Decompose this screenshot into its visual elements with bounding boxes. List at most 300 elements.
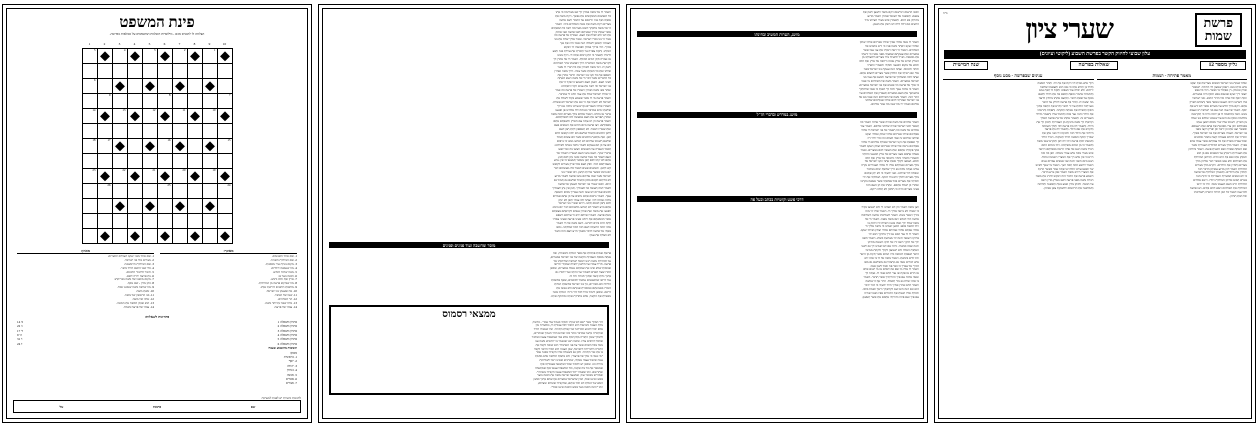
crossword-cell[interactable] bbox=[97, 64, 112, 79]
text-line: אלי וגם ראיתי את הלחץ אשר מצרים לחצים אתם. bbox=[859, 72, 919, 76]
text-line: והאמרי והפרזי והחוי והיבוסי אל ארץ זבת חלב bbox=[865, 156, 919, 160]
crossword-cell[interactable] bbox=[112, 214, 127, 229]
crossword-cell[interactable] bbox=[202, 109, 217, 124]
text-line: לך ואספת את זקני ישראל ואמרת אליהם ה' אלהי bbox=[861, 140, 919, 144]
crossword-cell-number: 5 bbox=[93, 48, 96, 53]
crossword-cell-number: 18 bbox=[92, 138, 96, 143]
text-line: ונערתיה הלכת על יד היאר ותרא את התבה בתוך bbox=[1036, 105, 1094, 109]
crossword-cell[interactable] bbox=[112, 169, 127, 184]
crossword-cell[interactable] bbox=[82, 229, 97, 244]
year-label: שנה חמישית bbox=[944, 61, 988, 71]
text-line: 3. שם המילדת הראשונה. bbox=[123, 262, 154, 266]
crossword-block bbox=[217, 49, 232, 64]
text-line: 7. ארץ זבת חלב ודבש. bbox=[270, 278, 297, 282]
text-line: ויעבדני ותמאן לשלחו הנה אנכי הרג את בנך bbox=[559, 42, 611, 46]
crossword-cell[interactable] bbox=[217, 64, 232, 79]
text-line: כל האנשים המבקשים את נפשך. ויקח משה את bbox=[555, 14, 611, 18]
crossword-cell[interactable] bbox=[97, 184, 112, 199]
text-line: אדני למה הרעתה לעם הזה למה שלחתני. ומאז bbox=[555, 225, 611, 229]
text-line: ותאמר כי מן המים משיתהו. ויהי בימים ההם bbox=[1041, 144, 1094, 148]
crossword-cell[interactable] bbox=[172, 94, 187, 109]
text-line: וזהו "והנה הסנה בער באש והסנה איננו אכל". bbox=[550, 385, 603, 389]
crossword-cell-number: 2 bbox=[183, 48, 186, 53]
text-line: מה יעשה לו. ותרד בת פרעה לרחץ על היאר bbox=[1042, 101, 1094, 105]
contact-footer[interactable] bbox=[13, 400, 301, 413]
text-line: וילך איש מבית לוי ויקח את בת לוי. ותהר האשה bbox=[1037, 81, 1094, 85]
text-line: מעבדתכם דבר. ויפץ העם בכל ארץ מצרים לקשש bbox=[552, 163, 611, 167]
crossword-cell[interactable] bbox=[82, 94, 97, 109]
text-line: ישראל לא ידעתי את ה' וגם את ישראל לא אשלח. bbox=[552, 100, 611, 104]
crossword-cell[interactable] bbox=[112, 64, 127, 79]
text-line: שהתורה ניתנה במדבר ובהר סיני שהוא ההר הנמוך שבהרים, bbox=[533, 332, 603, 336]
text-line: עם פיך ועם פיהו והוריתי אתכם את אשר תעשון. bbox=[861, 295, 919, 299]
crossword-cell[interactable] bbox=[127, 79, 142, 94]
crossword-cell[interactable] bbox=[217, 139, 232, 154]
crossword-block bbox=[97, 229, 112, 244]
crossword-cell[interactable] bbox=[97, 79, 112, 94]
crossword-cell[interactable] bbox=[217, 184, 232, 199]
text-line: הארץ ההיא אל ארץ טובה ורחבה אל ארץ זבת חלב bbox=[859, 60, 919, 64]
crossword-cell[interactable] bbox=[97, 154, 112, 169]
crossword-cell[interactable] bbox=[112, 229, 127, 244]
crossword-row bbox=[82, 64, 232, 79]
crossword-cell-number: 13 bbox=[122, 108, 126, 113]
crossword-cell[interactable] bbox=[157, 139, 172, 154]
crossword-cell[interactable] bbox=[142, 154, 157, 169]
crossword-cell[interactable] bbox=[142, 169, 157, 184]
text-line: וישק לו. ויגד משה לאהרן את כל דברי ה' אשר bbox=[557, 65, 611, 69]
crossword-cell-number: 26 bbox=[107, 183, 111, 188]
text-line: עלינו ועתה נלכה נא דרך שלשת ימים במדבר bbox=[866, 168, 919, 172]
crossword-cell[interactable] bbox=[202, 214, 217, 229]
text-line: 6. הסנה בער בו. bbox=[277, 274, 297, 278]
text-line: המיתו. ותקח צפרה צר ותכרת את ערלת בנה ותגע bbox=[552, 50, 611, 54]
text-line: היליכי את הילד הזה והינקהו לי ואני אתן את bbox=[1042, 132, 1094, 136]
text-line: למדו שעל האדם לשמור על זהותו ועל ייחודו גם bbox=[555, 271, 611, 275]
text-line: 10. אשת משה. bbox=[135, 290, 154, 294]
p2-sections bbox=[631, 31, 923, 302]
crossword-cell[interactable] bbox=[202, 94, 217, 109]
text-line: וישמע פרעה את הדבר הזה ויבקש להרג את משה bbox=[1035, 175, 1094, 179]
contact-field[interactable]: טל' bbox=[58, 404, 64, 409]
text-line: בהוציאך את העם ממצרים תעבדון את האלהים על bbox=[859, 91, 919, 95]
crossword-cell[interactable] bbox=[172, 169, 187, 184]
crossword-cell[interactable] bbox=[142, 214, 157, 229]
p3-body-text bbox=[323, 9, 615, 240]
text-line: לא הצלת את עמך. bbox=[588, 233, 611, 237]
text-line: 1. שם אחד השבטים. bbox=[271, 255, 297, 258]
crossword-block bbox=[157, 49, 172, 64]
solution-label: פתרון משאלה 2 bbox=[277, 324, 297, 329]
crossword-cell[interactable] bbox=[97, 124, 112, 139]
crossword-cell[interactable] bbox=[157, 79, 172, 94]
text-line: פקד פקדתי אתכם ואת העשוי לכם במצרים. ואמר bbox=[860, 148, 919, 152]
text-line: בתוך גלות קשה ובתוך חברה זרה לו. bbox=[568, 275, 611, 279]
crossword-cell[interactable] bbox=[82, 199, 97, 214]
text-line: שהכל דורסים עליו. ומשה רבנו שנאמר בו "והאיש משה ענו bbox=[535, 339, 603, 343]
text-line: הסוף ותשלח את אמתה ותקחה. ותפתח ותראהו bbox=[1037, 108, 1094, 112]
text-line: למילדת ויאמר להן מדוע עשיתן הדבר הזה bbox=[1197, 167, 1247, 171]
text-line: ואלהי יעקב ויסתר משה פניו כי ירא מהביט אל bbox=[865, 44, 919, 48]
crossword-cell[interactable] bbox=[112, 109, 127, 124]
crossword-cell-number: 3 bbox=[153, 48, 156, 53]
crossword-cell[interactable] bbox=[172, 49, 187, 64]
text-line: לתת חרב בידם להרגנו. וישב משה אל ה' ויאמר bbox=[556, 221, 611, 225]
text-line: ענוה וביטול עצמי אמיתי, שהרגיש שאינו ראוי לשליחות bbox=[539, 359, 603, 363]
crossword-cell[interactable] bbox=[217, 199, 232, 214]
crossword-block bbox=[217, 109, 232, 124]
text-line: והמתן אתו ואם בת היא וחיה. ותיראן המילדת bbox=[1193, 155, 1247, 159]
text-line: אליכם ואמרו לי מה שמו מה אמר אליהם. bbox=[870, 103, 919, 107]
solution-value: ב' 14 bbox=[17, 319, 24, 324]
crossword-cell[interactable] bbox=[157, 184, 172, 199]
text-line: שלחו ואת כל האתת אשר צוהו. וילך משה ואהרן bbox=[554, 69, 611, 73]
puzzle-title: פינת המשפט bbox=[119, 15, 195, 31]
crossword-cell[interactable] bbox=[157, 154, 172, 169]
crossword-cell[interactable] bbox=[127, 139, 142, 154]
crossword-column-number: 2 bbox=[97, 40, 112, 49]
text-line: אלהי אבתם אלהי אברהם אלהי יצחק ואלהי יעקב. bbox=[860, 229, 919, 233]
crossword-cell[interactable] bbox=[82, 79, 97, 94]
crossword-cell[interactable] bbox=[82, 169, 97, 184]
text-line: מלך מצרים ואמרתם אליו ה' אלהי העבריים נקרה bbox=[861, 164, 919, 168]
crossword-cell[interactable] bbox=[142, 184, 157, 199]
crossword-cell-number: 6 bbox=[93, 78, 96, 83]
cover-column-2 bbox=[943, 73, 1094, 199]
crossword-cell[interactable] bbox=[82, 154, 97, 169]
text-line: ודבש. ושמעו לקלך ובאת אתה וזקני ישראל אל bbox=[864, 160, 919, 164]
crossword-cell[interactable] bbox=[112, 94, 127, 109]
crossword-cell[interactable] bbox=[82, 184, 97, 199]
crossword-cell[interactable] bbox=[142, 109, 157, 124]
crossword-cell[interactable] bbox=[202, 49, 217, 64]
solution-value: ה' 9 bbox=[17, 332, 22, 337]
crossword-row bbox=[82, 154, 232, 169]
text-line: ואנכי אהיה עם פיך והוריתיך אשר תדבר. ויאמר bbox=[863, 276, 919, 280]
crossword-cell[interactable] bbox=[157, 64, 172, 79]
text-line: ויאספו את כל זקני בני ישראל. וידבר אהרן את bbox=[557, 73, 611, 77]
crossword-cell[interactable] bbox=[142, 124, 157, 139]
crossword-cell[interactable] bbox=[127, 199, 142, 214]
crossword-cell[interactable] bbox=[172, 229, 187, 244]
text-line: אמר ה' בני בכרי ישראל. ואמר אליך שלח את בני bbox=[554, 38, 611, 42]
text-line: בני ישראל וכי ראה את ענים ויקדו וישתחוו. bbox=[560, 85, 611, 89]
crossword-block bbox=[97, 49, 112, 64]
text-line: מסבלתם. ויצו פרעה ביום ההוא את הנגשים בעם bbox=[554, 124, 611, 128]
crossword-cell[interactable] bbox=[172, 154, 187, 169]
text-line: בני ישראל. ויעבדו מצרים את בני ישראל בפרך. bbox=[1192, 132, 1247, 136]
crossword-cell[interactable] bbox=[187, 199, 202, 214]
text-line: היום. ויבאו שטרי בני ישראל ויצעקו אל פרעה bbox=[558, 182, 611, 186]
text-line: כל הדברים אשר דבר ה' אל משה ויעש האתת bbox=[557, 77, 611, 81]
clues-down-heading: מאונך: bbox=[160, 249, 297, 254]
text-line: וכל הבת תחיון. bbox=[1229, 194, 1247, 198]
crossword-cell[interactable] bbox=[202, 124, 217, 139]
crossword-cell[interactable] bbox=[217, 124, 232, 139]
text-line: 4. כלי שבו הושם הילד ביאר. bbox=[120, 266, 154, 270]
crossword-cell[interactable] bbox=[187, 124, 202, 139]
text-line: ויאמר פרעה הן רב עתה עם הארץ והשבתם אתם bbox=[553, 120, 611, 124]
text-line: מדת הענוה והביטול היא היסוד לכל עבודת ה', ובלעדיה אין bbox=[535, 324, 603, 328]
text-line: 8. כהן מדין - שם נוסף. bbox=[127, 282, 154, 286]
crossword-cell[interactable] bbox=[142, 94, 157, 109]
crossword-cell[interactable] bbox=[157, 214, 172, 229]
text-line: אבתיכם אלהי אברהם אלהי יצחק ואלהי יעקב bbox=[865, 133, 919, 137]
text-line: ותחיין את הילדים. ותאמרן המילדת אל פרעה bbox=[1193, 171, 1247, 175]
page-three bbox=[318, 4, 620, 423]
crossword-cell[interactable] bbox=[82, 214, 97, 229]
text-line: או חרש או פקח או עור הלא אנכי ה'. ועתה לך bbox=[865, 272, 919, 276]
text-line: ויאמר ה' אל משה במדין לך שב מצרימה כי מתו bbox=[555, 11, 611, 14]
text-line: לקראת משה המדברה וילך ויפגשהו בהר האלהים bbox=[553, 61, 611, 65]
crossword-cell[interactable] bbox=[82, 139, 97, 154]
solution-label: פתרון משאלה 6 bbox=[277, 341, 297, 346]
text-line: ויען משה ויאמר והן לא יאמינו לי ולא ישמעו בקלי bbox=[861, 205, 919, 209]
text-line: עמך. ויאמר נרפים אתם נרפים על כן אתם אמרים bbox=[552, 194, 611, 198]
text-line: "מי אנכי כי אלך אל פרעה", ולא מחמת חולשה אלא מחמת bbox=[534, 355, 603, 359]
text-line: ובכל עבדה בשדה את כל עבדתם אשר עבדו בהם bbox=[1189, 140, 1247, 144]
crossword-cell[interactable] bbox=[127, 94, 142, 109]
crossword-cell[interactable] bbox=[217, 214, 232, 229]
text-line: לא כליתם חקכם בלבן כתמול שלשם גם תמול גם bbox=[553, 178, 611, 182]
text-line: העברים זה. ותאמר אחתו אל בת פרעה האלך bbox=[1040, 116, 1094, 120]
crossword-cell[interactable] bbox=[142, 229, 157, 244]
crossword-block bbox=[112, 139, 127, 154]
crossword-cell[interactable] bbox=[142, 64, 157, 79]
crossword-block bbox=[187, 229, 202, 244]
text-line: נפתח מסכת העבדות הקשה של בני ישראל במצרים, bbox=[550, 255, 611, 259]
text-line: שמאבד את כל מה שקנה, וכל המשפיל עצמו סוף שמתעלה bbox=[535, 366, 603, 370]
page-puzzle bbox=[2, 4, 312, 423]
crossword-cell[interactable] bbox=[157, 94, 172, 109]
footer-note: לתגובות והערות יש לפנות למערכת bbox=[261, 396, 301, 400]
text-line: בסבלתם ויבן ערי מסכנות את פתם ואת רעמסס. bbox=[1190, 124, 1247, 128]
text-line: עד לבחירת משה רבנו לגואל ישראל ושליחותו אל bbox=[553, 259, 611, 263]
previous-answer-clue: 5. מנשה bbox=[286, 372, 297, 377]
crossword-row bbox=[82, 79, 232, 94]
text-line: ואלה שמות בני ישראל הבאים מצרימה את יעקב bbox=[1190, 81, 1247, 85]
crossword-block bbox=[157, 229, 172, 244]
text-line: שם האחת שפרה ושם השנית פועה. ויאמר בילדכן bbox=[1188, 148, 1247, 151]
text-line: שלחני אליכם זה שמי לעלם וזה זכרי לדר דר. bbox=[866, 137, 919, 141]
crossword-cell-number: 19 bbox=[212, 168, 216, 173]
crossword-cell[interactable] bbox=[202, 169, 217, 184]
crossword-cell[interactable] bbox=[202, 154, 217, 169]
text-line: 13. הוא שנתן למשה את המטה. bbox=[116, 301, 154, 305]
text-line: תאמר לבני ישראל אהיה שלחני אליכם. ויאמר עוד bbox=[860, 125, 919, 129]
crossword-cell[interactable] bbox=[172, 214, 187, 229]
text-line: המילדת את האלהים ויעש להם בתים. ויצו פרעה bbox=[1189, 187, 1247, 191]
crossword-block bbox=[112, 199, 127, 214]
crossword-cell[interactable] bbox=[142, 49, 157, 64]
text-line: את הילד והנה נער בכה ותחמל עליו ותאמר מילדי bbox=[1035, 112, 1094, 116]
crossword-grid[interactable] bbox=[82, 40, 233, 244]
crossword-cell[interactable] bbox=[112, 154, 127, 169]
crossword-cell[interactable] bbox=[127, 64, 142, 79]
cover-column-body bbox=[1097, 82, 1248, 199]
text-line: 12. הר האלהים. bbox=[277, 297, 297, 301]
crossword-block bbox=[187, 169, 202, 184]
text-line: איש וביתו באו. ראובן שמעון לוי ויהודה. יששכר bbox=[1191, 85, 1247, 89]
crossword-block bbox=[112, 79, 127, 94]
crossword-cell[interactable] bbox=[82, 64, 97, 79]
crossword-grid-wrap bbox=[7, 40, 307, 244]
text-line: אשתו ואת בניו וירכבם על החמר וישב ארצה bbox=[559, 18, 611, 22]
crossword-cell[interactable] bbox=[127, 124, 142, 139]
crossword-row bbox=[82, 214, 232, 229]
crossword-cell[interactable] bbox=[187, 184, 202, 199]
crossword-cell[interactable] bbox=[172, 64, 187, 79]
text-line: תבן. ואת מתכנת הלבנים אשר הם עשים תמול bbox=[556, 136, 611, 139]
crossword-block bbox=[202, 79, 217, 94]
crossword-cell[interactable] bbox=[97, 139, 112, 154]
puzzle-subtitle: הצלחה לו להכניס מכם - מילואיות השלמת המשפטים על טבלאות בפרשה. bbox=[109, 32, 205, 36]
crossword-cell[interactable] bbox=[187, 64, 202, 79]
text-line: 8. מה שביקש פרעה מן המילדות. bbox=[258, 282, 297, 286]
crossword-cell-number: 22 bbox=[122, 168, 126, 173]
crossword-cell[interactable] bbox=[202, 64, 217, 79]
corner-mark: ב"ה bbox=[943, 11, 948, 15]
crossword-cell[interactable] bbox=[172, 109, 187, 124]
crossword-cell[interactable] bbox=[157, 199, 172, 214]
crossword-cell[interactable] bbox=[127, 214, 142, 229]
p3-section-heading: מוסר ומחשבה ועוד פנינים ופנינים bbox=[329, 242, 609, 248]
text-line: לעיני העם. ויאמן העם וישמעו כי פקד ה' את bbox=[559, 81, 611, 85]
crossword-cell[interactable] bbox=[112, 124, 127, 139]
crossword-cell[interactable] bbox=[82, 124, 97, 139]
cover-column-heading: מאמר פתיחה - ושמות bbox=[1097, 73, 1248, 80]
text-line: לרגליו ותאמר כי חתן דמים אתה לי. וירף ממנו bbox=[557, 53, 611, 57]
text-line: ויאמר ה' אליו מי שם פה לאדם או מי ישום אלם bbox=[863, 268, 919, 272]
text-line: את המצרי ויירא משה ויאמר אכן נודע הדבר. bbox=[1041, 171, 1094, 175]
crossword-cell[interactable] bbox=[82, 109, 97, 124]
text-line: התורה ולהורידה לישראל, שכן הענוה היא הכלי הראוי לקבל bbox=[534, 347, 603, 351]
clues-area bbox=[17, 249, 297, 310]
crossword-cell[interactable] bbox=[187, 79, 202, 94]
crossword-cell[interactable] bbox=[97, 214, 112, 229]
crossword-cell-number: 17 bbox=[107, 138, 111, 143]
solution-label: פתרון משאלה 3 bbox=[277, 328, 297, 333]
text-line: בדברי שקר. ויצאו נגשי העם ושטריו ויאמרו אל bbox=[556, 151, 611, 155]
crossword-block bbox=[142, 139, 157, 154]
crossword-row bbox=[82, 229, 232, 244]
crossword-cell[interactable] bbox=[172, 124, 187, 139]
text-line: ולבנים אמרים לנו עשו והנה עבדיך מכים וחטאת bbox=[554, 190, 611, 194]
crossword-block bbox=[217, 169, 232, 184]
text-line: מלחמה ונוסף גם הוא על שנאינו ונלחם בנו ועלה bbox=[1190, 116, 1247, 120]
crossword-cell[interactable] bbox=[157, 124, 172, 139]
crossword-cell[interactable] bbox=[112, 184, 127, 199]
text-line: אעלה אתכם מעני מצרים אל ארץ הכנעני והחתי bbox=[862, 152, 919, 156]
crossword-cell[interactable] bbox=[127, 184, 142, 199]
text-line: פרעה. חז"ל עמדו על הלשון "ואלה שמות" ודרשו bbox=[553, 263, 611, 267]
crossword-cell[interactable] bbox=[202, 229, 217, 244]
crossword-block bbox=[172, 199, 187, 214]
text-line: את לבו ולא ישלח את העם. ואמרת אל פרעה כה bbox=[554, 34, 611, 38]
crossword-cell-number: 25 bbox=[167, 183, 171, 188]
crossword-cell[interactable] bbox=[217, 79, 232, 94]
crossword-row bbox=[82, 139, 232, 154]
text-line: האתות האלה ולא ישמעון לקלך ולקחת ממימי bbox=[865, 248, 919, 252]
p2-intro-text bbox=[631, 9, 923, 29]
text-line: ותבאהו לבת פרעה ויהי לה לבן ותקרא שמו משה bbox=[1036, 140, 1094, 144]
text-line: ויהי למטה בכפו. למען יאמינו כי נראה אליך ה' bbox=[865, 225, 919, 229]
text-line: ומתרומם. וזהו שאמרו "כל המשפיל עצמו הקב"ה מגביהו". bbox=[536, 370, 603, 374]
contact-field[interactable]: כתובת bbox=[152, 404, 162, 409]
text-line: למילדת וירב העם ויעצמו מאד. ויהי כי יראו bbox=[1196, 183, 1247, 187]
text-line: איש מצרי מכה איש עברי מאחיו. ויפן כה וכה bbox=[1041, 151, 1094, 155]
text-line: בני ישראל ואמרתי להם אלהי אבותיכם שלחני bbox=[865, 99, 919, 103]
crossword-cell-number: 24 bbox=[227, 183, 231, 188]
text-line: מלך מצרים להלך ולא ביד חזקה. ושלחתי את ידי bbox=[862, 176, 919, 180]
text-line: באתי אל פרעה לדבר בשמך הרע לעם הזה והצל bbox=[554, 229, 611, 233]
crossword-cell[interactable] bbox=[127, 154, 142, 169]
crossword-cell[interactable] bbox=[112, 49, 127, 64]
text-line: את מכאביו. וארד להצילו מיד מצרים ולהעלתו מן bbox=[861, 56, 919, 60]
clues-down bbox=[160, 249, 297, 310]
crossword-cell[interactable] bbox=[97, 199, 112, 214]
text-line: בדבר או בחרב. ויאמר אלהם מלך מצרים למה משה bbox=[551, 112, 611, 116]
text-line: ואת שטריו לאמר. לא תאספון לתת תבן לעם bbox=[559, 128, 611, 132]
crossword-cell-number: 8 bbox=[168, 93, 171, 98]
crossword-cell[interactable] bbox=[187, 154, 202, 169]
text-line: האלהים. ויאמר ה' ראה ראיתי את עני עמי אשר bbox=[863, 48, 919, 52]
crossword-cell[interactable] bbox=[82, 49, 97, 64]
text-line: ויאמר אלהים אל משה אהיה אשר אהיה ויאמר כה bbox=[860, 121, 919, 125]
text-line: 6. בת פרעה ירדה לשם. bbox=[126, 274, 154, 278]
crossword-cell[interactable] bbox=[187, 214, 202, 229]
crossword-row bbox=[82, 109, 232, 124]
text-line: ללבן הלבנים כתמול שלשם הם ילכו וקששו להם bbox=[554, 132, 611, 136]
text-line: והנה שבה כבשרו. והיה אם לא יאמינו לך גם לשני bbox=[861, 244, 919, 248]
solution-value: ז' 24 bbox=[17, 341, 23, 346]
crossword-cell[interactable] bbox=[217, 94, 232, 109]
solution-label: פתרון משאלה 5 bbox=[277, 337, 297, 342]
crossword-cell-number: 11 bbox=[182, 108, 186, 113]
text-line: מהרתן בא היום. ותאמרן איש מצרי הצילנו מיד bbox=[864, 18, 919, 22]
clues-across-heading: מאוזן: bbox=[17, 249, 154, 254]
text-line: 9. מלאכת הלבנים דורשת אותו. bbox=[260, 286, 297, 290]
previous-answer-row bbox=[17, 381, 297, 385]
parasha-label: פרשת bbox=[1203, 16, 1233, 30]
crossword-cell[interactable] bbox=[97, 94, 112, 109]
clues-across bbox=[17, 249, 154, 310]
crossword-cell-number: 10 bbox=[212, 108, 216, 113]
crossword-cell[interactable] bbox=[217, 154, 232, 169]
text-line: 2. שם המילדת השניה. bbox=[270, 258, 297, 262]
crossword-cell-number: 7 bbox=[228, 93, 231, 98]
text-line: דברך אל עבדך כי כבד פה וכבד לשון אנכי. bbox=[869, 264, 919, 268]
highlight-box-text bbox=[335, 321, 603, 390]
text-line: 2. מצרים מול בני ישראל. bbox=[124, 258, 154, 262]
crossword-cell[interactable] bbox=[187, 139, 202, 154]
text-line: 13. מדה שבה נתייחד משה. bbox=[264, 301, 297, 305]
contact-field[interactable]: שם bbox=[250, 404, 256, 409]
crossword-cell-number: 4 bbox=[123, 48, 126, 53]
crossword-cell[interactable] bbox=[202, 184, 217, 199]
crossword-block bbox=[157, 109, 172, 124]
text-line: היאר ושפכת היבשה והיו המים אשר תקח מן היאר bbox=[859, 252, 919, 256]
crossword-cell[interactable] bbox=[172, 184, 187, 199]
crossword-column-number: 3 bbox=[112, 40, 127, 49]
text-line: ועתה לכה ואשלחך אל פרעה והוצא את עמי בני bbox=[863, 75, 919, 79]
crossword-block bbox=[97, 109, 112, 124]
crossword-cell[interactable] bbox=[187, 94, 202, 109]
text-line: הלילה הם מאירים, כך בני ישראל בחשכת הגלות bbox=[554, 283, 611, 286]
p2-section-heading: דרכי פשט וקושיות בכתב ובעל פה bbox=[637, 196, 917, 202]
crossword-column-number: 1 bbox=[82, 40, 97, 49]
text-line: וכאשר יענו אתו כן ירבה וכן יפרץ ויקצו מפני bbox=[1195, 128, 1247, 132]
